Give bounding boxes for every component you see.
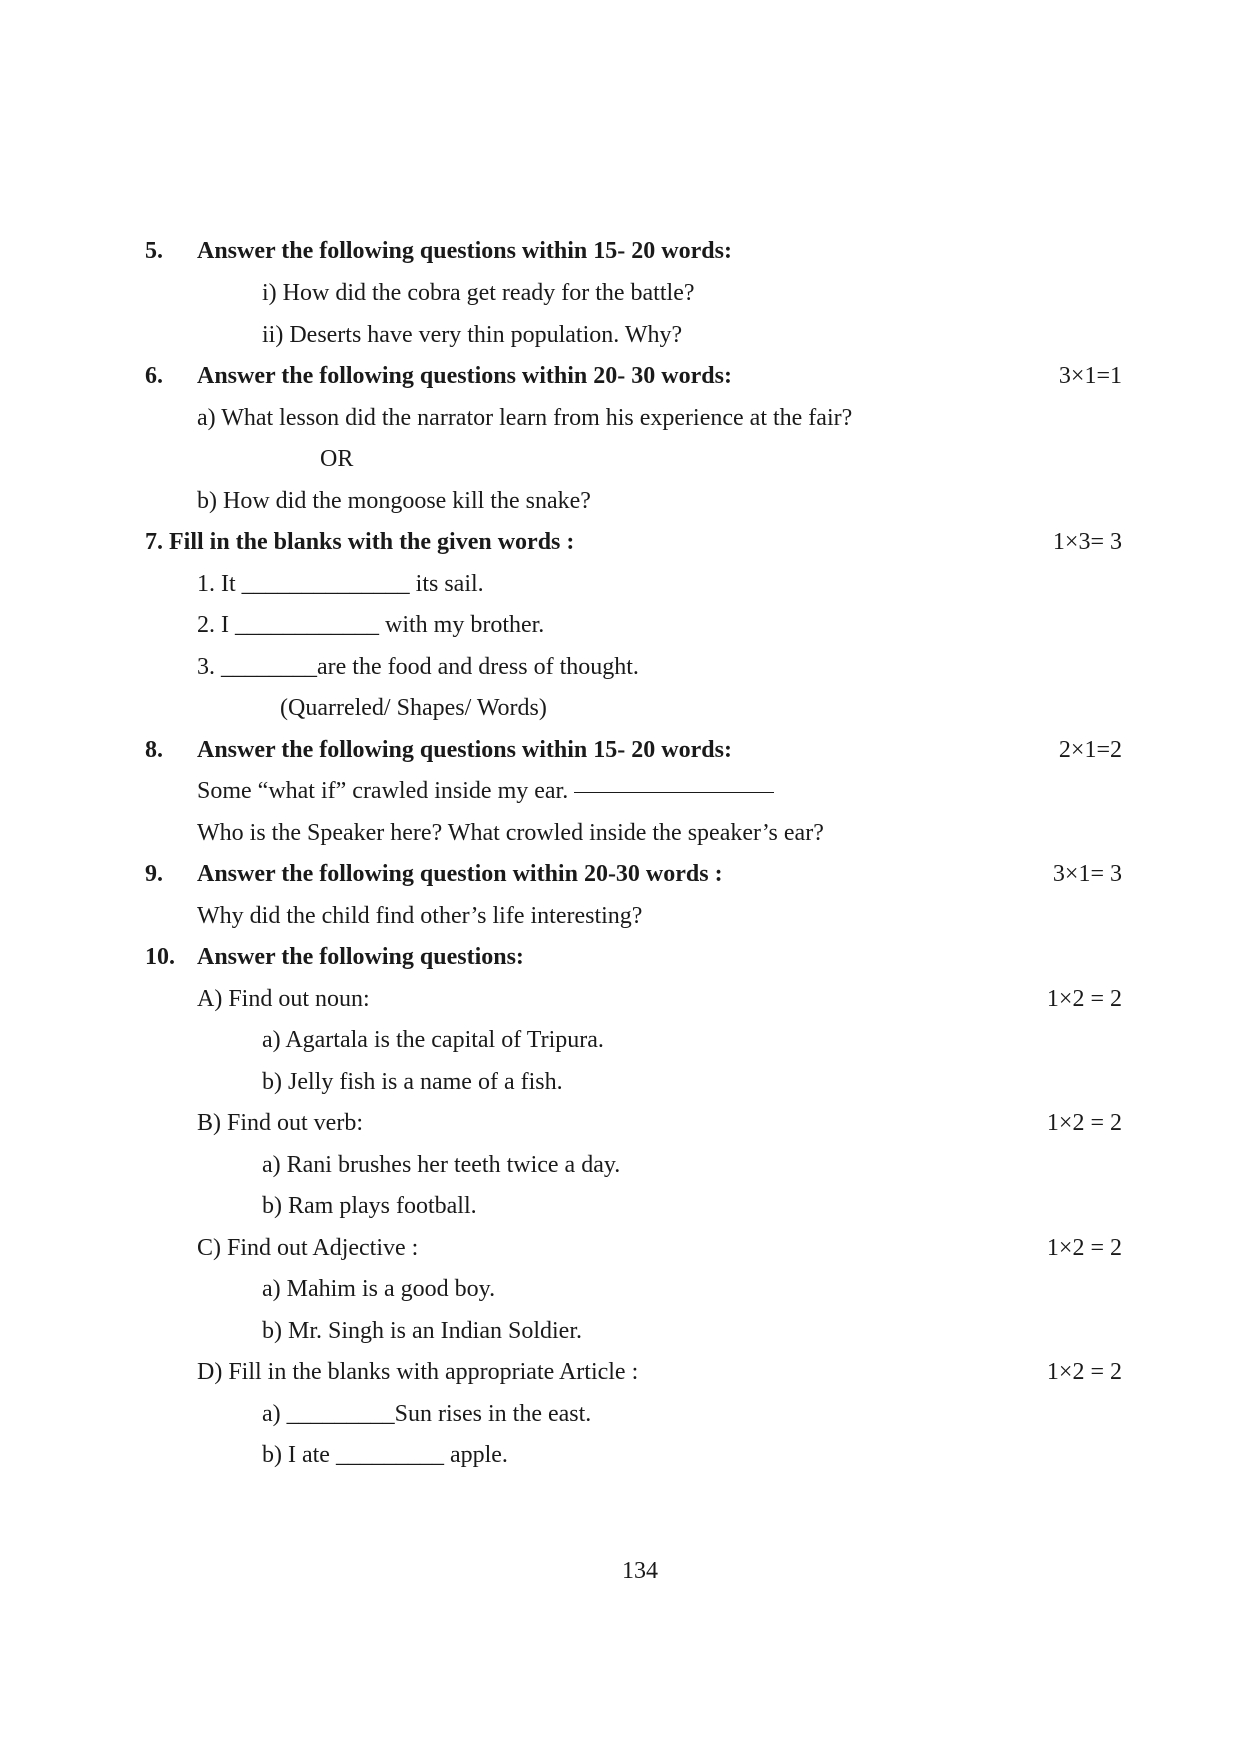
q6-option-a: a) What lesson did the narrator learn from his experience at the fair? — [197, 405, 853, 431]
q8-marks: 2×1=2 — [1058, 737, 1122, 763]
q6-or: OR — [320, 446, 354, 472]
q7-marks: 1×3= 3 — [1052, 529, 1122, 555]
q8-number: 8. — [145, 737, 163, 763]
q7-heading: 7. Fill in the blanks with the given words : — [145, 529, 575, 555]
q5-number: 5. — [145, 238, 163, 264]
q10-part-b-item-1: a) Rani brushes her teeth twice a day. — [262, 1152, 621, 1178]
q5-item-2: ii) Deserts have very thin population. Why? — [262, 322, 683, 348]
q6-option-b: b) How did the mongoose kill the snake? — [197, 488, 591, 514]
q7-item-2: 2. I ____________ with my brother. — [197, 612, 545, 638]
q6-number: 6. — [145, 363, 163, 389]
q8-answer-rule — [574, 792, 774, 793]
q10-part-b-label: B) Find out verb: — [197, 1110, 363, 1136]
q5-heading: Answer the following questions within 15- 20 words: — [197, 238, 732, 264]
q7-item-1: 1. It ______________ its sail. — [197, 571, 484, 597]
q8-heading: Answer the following questions within 15- 20 words: — [197, 737, 732, 763]
q10-part-b-marks: 1×2 = 2 — [1046, 1110, 1122, 1136]
q8-quote: Some “what if” crawled inside my ear. — [197, 778, 569, 804]
q10-part-c-item-1: a) Mahim is a good boy. — [262, 1276, 496, 1302]
q10-part-a-label: A) Find out noun: — [197, 986, 370, 1012]
q6-heading: Answer the following questions within 20- 30 words: — [197, 363, 732, 389]
q10-part-a-item-2: b) Jelly fish is a name of a fish. — [262, 1069, 563, 1095]
q10-part-c-item-2: b) Mr. Singh is an Indian Soldier. — [262, 1318, 582, 1344]
q10-part-d-item-1: a) _________Sun rises in the east. — [262, 1401, 592, 1427]
q7-options: (Quarreled/ Shapes/ Words) — [280, 695, 547, 721]
q9-marks: 3×1= 3 — [1052, 861, 1122, 887]
q6-marks: 3×1=1 — [1058, 363, 1122, 389]
q5-item-1: i) How did the cobra get ready for the battle? — [262, 280, 695, 306]
q8-question: Who is the Speaker here? What crowled inside the speaker’s ear? — [197, 820, 824, 846]
q10-part-a-marks: 1×2 = 2 — [1046, 986, 1122, 1012]
q10-part-c-label: C) Find out Adjective : — [197, 1235, 419, 1261]
q10-part-d-item-2: b) I ate _________ apple. — [262, 1442, 508, 1468]
q10-part-c-marks: 1×2 = 2 — [1046, 1235, 1122, 1261]
q10-part-d-label: D) Fill in the blanks with appropriate Article : — [197, 1359, 639, 1385]
q10-part-d-marks: 1×2 = 2 — [1046, 1359, 1122, 1385]
q10-part-a-item-1: a) Agartala is the capital of Tripura. — [262, 1027, 604, 1053]
q8-quote-line — [197, 776, 774, 806]
q7-item-3: 3. ________are the food and dress of thought. — [197, 654, 639, 680]
q9-question: Why did the child find other’s life interesting? — [197, 903, 643, 929]
page-number: 134 — [622, 1558, 658, 1584]
q9-number: 9. — [145, 861, 163, 887]
q9-heading: Answer the following question within 20-30 words : — [197, 861, 723, 887]
q10-number: 10. — [145, 944, 175, 970]
q10-heading: Answer the following questions: — [197, 944, 524, 970]
q10-part-b-item-2: b) Ram plays football. — [262, 1193, 477, 1219]
